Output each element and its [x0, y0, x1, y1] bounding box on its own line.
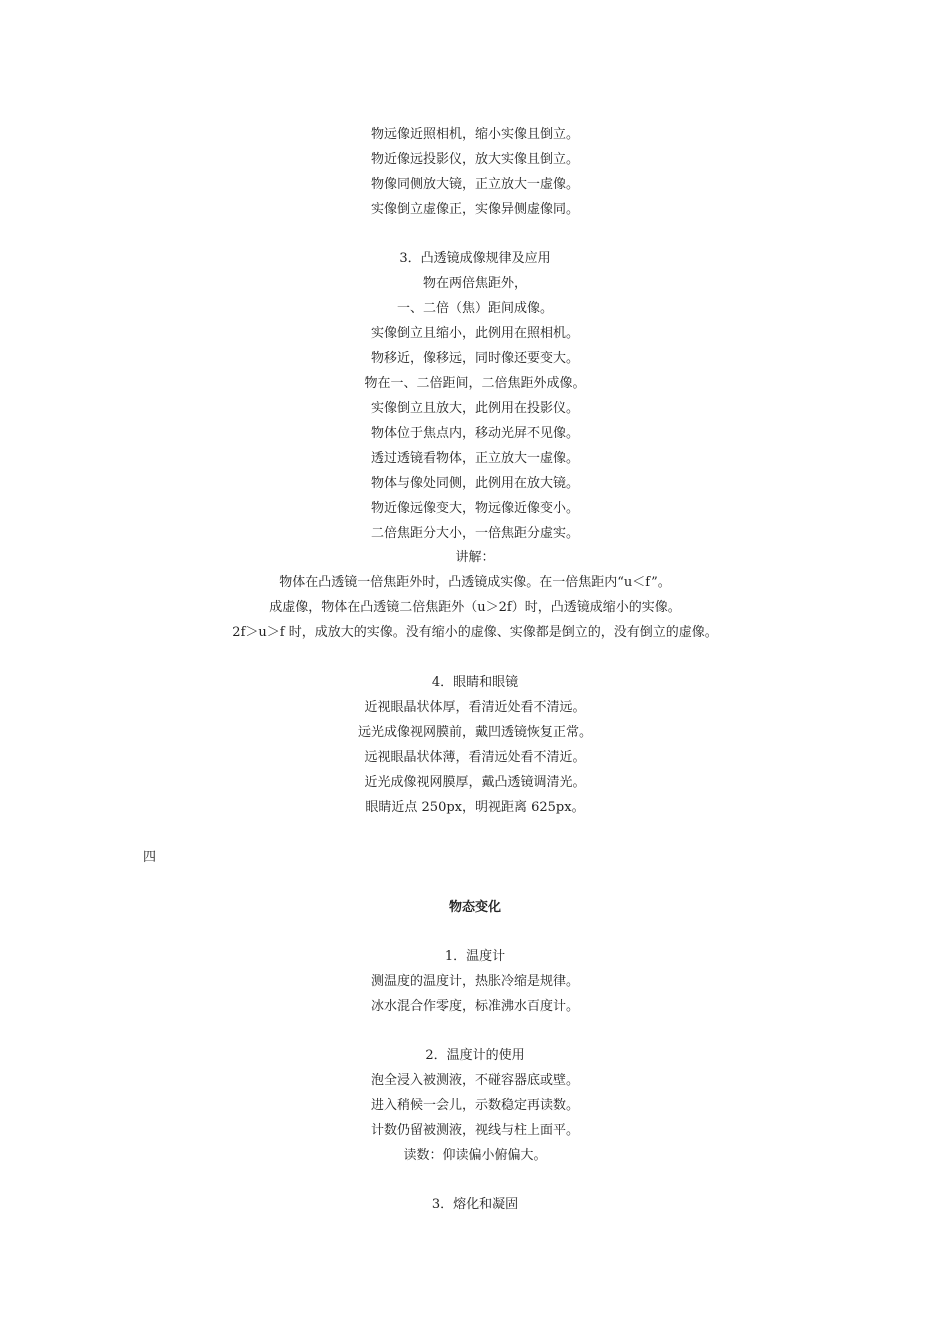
text-line: 物在一、二倍距间，二倍焦距外成像。 [364, 376, 586, 391]
section-title: 物态变化 [448, 900, 501, 915]
subsection-heading: 4．眼睛和眼镜 [431, 675, 519, 690]
text-line: 实像倒立虚像正，实像异侧虚像同。 [370, 202, 579, 217]
explanation-line: 物体在凸透镜一倍焦距外时，凸透镜成实像。在一倍焦距内“u＜f”。 [279, 575, 671, 590]
text-line: 泡全浸入被测液，不碰容器底或壁。 [370, 1073, 579, 1088]
text-line: 近视眼晶状体厚，看清近处看不清远。 [364, 700, 586, 715]
subsection-heading: 3．凸透镜成像规律及应用 [399, 251, 551, 266]
subsection-heading: 3．熔化和凝固 [431, 1197, 519, 1212]
text-line: 物远像近照相机，缩小实像且倒立。 [370, 127, 579, 142]
text-line: 物在两倍焦距外， [422, 276, 527, 291]
text-line: 透过透镜看物体，正立放大一虚像。 [370, 451, 579, 466]
text-line: 物近像远像变大，物远像近像变小。 [370, 501, 579, 516]
subsection-heading: 2．温度计的使用 [425, 1048, 525, 1063]
text-line: 一、二倍（焦）距间成像。 [396, 301, 553, 316]
text-line: 进入稍候一会儿，示数稳定再读数。 [370, 1098, 579, 1113]
text-line: 物近像远投影仪，放大实像且倒立。 [370, 152, 579, 167]
text-line: 实像倒立且放大，此例用在投影仪。 [370, 401, 579, 416]
text-line: 物体与像处同侧，此例用在放大镜。 [370, 476, 579, 491]
text-line: 物移近，像移远，同时像还要变大。 [370, 351, 579, 366]
text-line: 二倍焦距分大小，一倍焦距分虚实。 [370, 526, 579, 541]
explanation-line: 成虚像，物体在凸透镜二倍焦距外（u＞2f）时，凸透镜成缩小的实像。 [269, 600, 681, 615]
explanation-label: 讲解： [455, 550, 495, 565]
text-line: 计数仍留被测液，视线与柱上面平。 [370, 1123, 579, 1138]
section-number: 四 [143, 850, 157, 865]
text-line: 实像倒立且缩小，此例用在照相机。 [370, 326, 579, 341]
text-line: 测温度的温度计，热胀冷缩是规律。 [370, 974, 579, 989]
text-line: 物体位于焦点内，移动光屏不见像。 [370, 426, 579, 441]
text-line: 读数：仰读偏小俯偏大。 [403, 1148, 547, 1163]
text-line: 眼睛近点 250px，明视距离 625px。 [365, 800, 585, 815]
text-line: 远视眼晶状体薄，看清远处看不清近。 [364, 750, 586, 765]
text-line: 冰水混合作零度，标准沸水百度计。 [370, 999, 579, 1014]
text-line: 远光成像视网膜前，戴凹透镜恢复正常。 [357, 725, 592, 740]
text-line: 物像同侧放大镜，正立放大一虚像。 [370, 177, 579, 192]
text-line: 近光成像视网膜厚，戴凸透镜调清光。 [364, 775, 586, 790]
explanation-line: 2f＞u＞f 时，成放大的实像。没有缩小的虚像、实像都是倒立的，没有倒立的虚像。 [232, 625, 718, 640]
subsection-heading: 1．温度计 [444, 949, 506, 964]
